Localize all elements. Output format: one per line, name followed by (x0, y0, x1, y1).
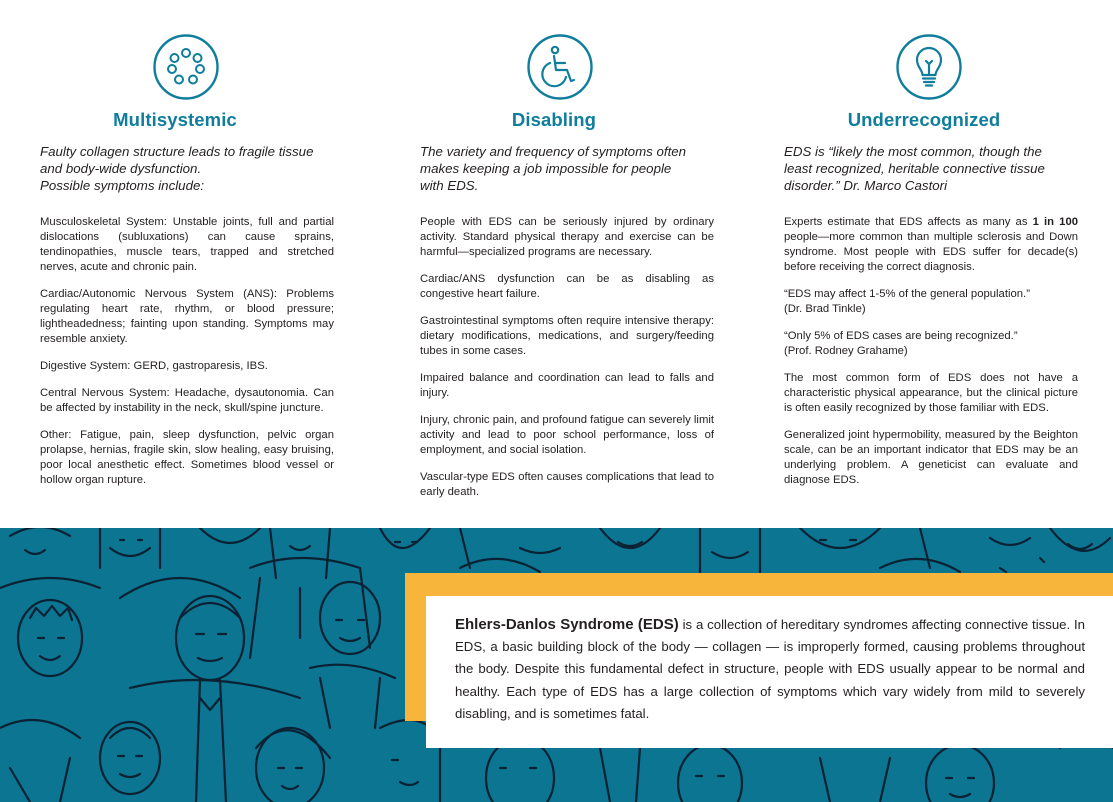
intro-line: least recognized, heritable connective tissue (784, 161, 1045, 176)
eds-description: is a collection of hereditary syndromes affecting connective tissue. In EDS, a basic building block of the body — collagen — is improperly formed, causing problems throughout the body. Despite this fundamental defect in structure, people with EDS usually appear to be normal and healthy. Each type of EDS has a large collection of symptoms which vary widely from mild to severely disabling, and is sometimes fatal. (455, 617, 1085, 721)
intro-underrecognized (784, 143, 1078, 194)
quote-text: “Only 5% of EDS cases are being recognized.” (784, 330, 1018, 342)
intro-disabling (420, 143, 714, 194)
symptom-paragraph: Digestive System: GERD, gastroparesis, IBS. (40, 360, 268, 372)
heading-disabling: Disabling (511, 109, 597, 130)
disability-paragraph: Vascular-type EDS often causes complications that lead to early death. (420, 471, 714, 498)
disability-paragraph: Cardiac/ANS dysfunction can be as disabling as congestive heart failure. (420, 273, 714, 300)
prevalence-text-before: Experts estimate that EDS affects as many as (784, 216, 1033, 228)
heading-underrecognized: Underrecognized (847, 109, 1001, 130)
prevalence-figure: 1 in 100 (1032, 216, 1079, 228)
quote-grahame (784, 329, 1078, 359)
intro-line: Faulty collagen structure leads to fragile tissue (40, 144, 314, 159)
body-disabling (420, 215, 714, 512)
body-multisystemic (40, 215, 334, 500)
disability-paragraph: People with EDS can be seriously injured by ordinary activity. Standard physical therapy and exercise can be harmful—specialized programs are necessary. (420, 216, 714, 258)
circle-of-dots-icon (153, 34, 219, 100)
hypermobility-paragraph: Generalized joint hypermobility, measured by the Beighton scale, can be an important indicator that EDS may be an underlying problem. A geneticist can evaluate and diagnose EDS. (784, 429, 1078, 486)
symptom-paragraph: Musculoskeletal System: Unstable joints, full and partial dislocations (subluxations) can cause sprains, tendinopathies, muscle tears, trapped and stretched nerves, acute and chronic pain. (40, 216, 334, 273)
quote-tinkle (784, 287, 1078, 317)
wheelchair-icon (527, 34, 593, 100)
prevalence-paragraph (784, 215, 1078, 275)
intro-line: with EDS. (420, 178, 479, 193)
intro-line: makes keeping a job impossible for people (420, 161, 672, 176)
disability-paragraph: Gastrointestinal symptoms often require intensive therapy: dietary modifications, medications, and surgery/feeding tubes in some cases. (420, 315, 714, 357)
eds-term: Ehlers-Danlos Syndrome (EDS) (455, 616, 679, 633)
intro-line: and body-wide dysfunction. (40, 161, 202, 176)
intro-multisystemic (40, 143, 334, 194)
eds-definition (455, 614, 1085, 725)
quote-source: (Dr. Brad Tinkle) (784, 303, 866, 315)
quote-source: (Prof. Rodney Grahame) (784, 345, 908, 357)
quote-text: “EDS may affect 1-5% of the general population.” (784, 288, 1030, 300)
appearance-paragraph: The most common form of EDS does not have a characteristic physical appearance, but the clinical picture is often easily recognized by those familiar with EDS. (784, 372, 1078, 414)
intro-line: The variety and frequency of symptoms often (420, 144, 687, 159)
definition-card (426, 596, 1113, 748)
symptom-paragraph: Cardiac/Autonomic Nervous System (ANS): Problems regulating heart rate, rhythm, or blood pressure; lightheadedness; fainting upon standing. Symptoms may resemble anxiety. (40, 288, 334, 345)
heading-multisystemic: Multisystemic (113, 109, 237, 130)
lightbulb-icon (896, 34, 962, 100)
intro-line: EDS is “likely the most common, though the (784, 144, 1042, 159)
intro-line: Possible symptoms include: (40, 178, 205, 193)
disability-paragraph: Impaired balance and coordination can lead to falls and injury. (420, 372, 714, 399)
prevalence-text-after: people—more common than multiple sclerosis and Down syndrome. Most people with EDS suffer for decade(s) before receiving the correct diagnosis. (784, 231, 1078, 273)
intro-line: disorder.” Dr. Marco Castori (784, 178, 948, 193)
symptom-paragraph: Central Nervous System: Headache, dysautonomia. Can be affected by instability in the neck, skull/spine juncture. (40, 387, 334, 414)
disability-paragraph: Injury, chronic pain, and profound fatigue can severely limit activity and lead to poor school performance, loss of employment, and social isolation. (420, 414, 714, 456)
body-underrecognized (784, 215, 1078, 500)
symptom-paragraph: Other: Fatigue, pain, sleep dysfunction, pelvic organ prolapse, hernias, fragile skin, slow healing, easy bruising, poor local anesthetic effect. Sometimes blood vessel or hollow organ rupture. (40, 429, 334, 486)
